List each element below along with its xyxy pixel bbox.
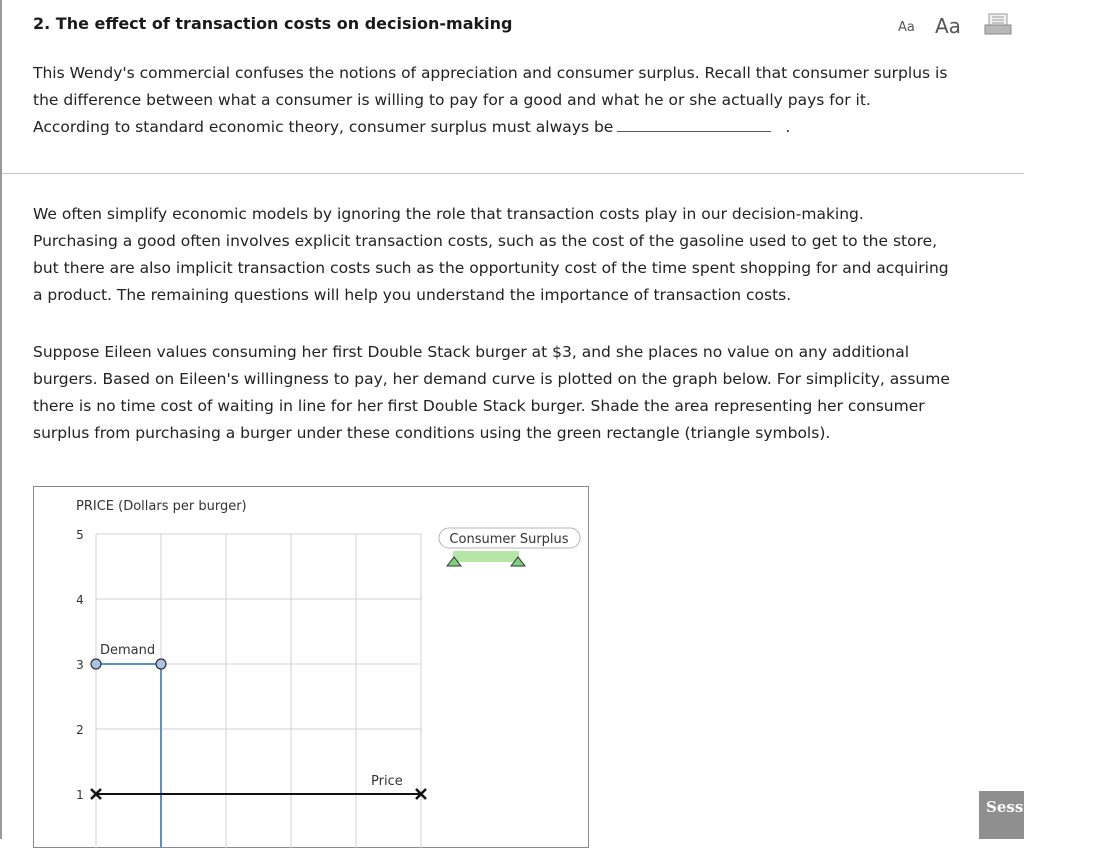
grid — [96, 534, 421, 848]
period: . — [785, 118, 791, 136]
tc-line-1: We often simplify economic models by ignoring the role that transaction costs play in our decision-making. — [33, 205, 864, 223]
y-axis-title: PRICE (Dollars per burger) — [76, 499, 247, 514]
demand-curve — [96, 664, 161, 848]
intro-paragraph — [33, 60, 1008, 141]
demand-point — [91, 659, 101, 669]
consumer-surplus-tool[interactable] — [439, 528, 580, 566]
price-label: Price — [371, 774, 403, 789]
intro-line-3 — [33, 114, 1008, 141]
font-size-small-button[interactable]: Aa — [898, 20, 915, 35]
tc-line-2: Purchasing a good often involves explicit transaction costs, such as the cost of the gasoline used to get to the store, — [33, 232, 938, 250]
intro-line-2: the difference between what a consumer is willing to pay for a good and what he or she actually pays for it. — [33, 91, 871, 109]
tc-line-4: a product. The remaining questions will help you understand the importance of transaction costs. — [33, 286, 792, 304]
session-timer-badge[interactable]: Session Time — [979, 791, 1024, 839]
print-icon[interactable] — [984, 13, 1012, 39]
y-tick-label: 2 — [76, 723, 84, 737]
demand-graph[interactable] — [34, 487, 588, 847]
intro-line-1: This Wendy's commercial confuses the notions of appreciation and consumer surplus. Recall that consumer surplus is — [33, 64, 948, 82]
y-axis-ticks — [76, 528, 84, 802]
intro-line-3-text: According to standard economic theory, consumer surplus must always be — [33, 118, 614, 136]
eileen-line-3: there is no time cost of waiting in line for her first Double Stack burger. Shade the area representing her consumer — [33, 397, 925, 415]
section-divider — [2, 173, 1024, 174]
question-title: 2. The effect of transaction costs on decision-making — [33, 14, 513, 33]
graph-panel[interactable] — [33, 486, 589, 848]
eileen-line-2: burgers. Based on Eileen's willingness to pay, her demand curve is plotted on the graph below. For simplicity, assume — [33, 370, 950, 388]
y-tick-label: 4 — [76, 593, 84, 607]
font-size-large-button[interactable]: Aa — [935, 14, 961, 38]
consumer-surplus-answer-dropdown[interactable] — [617, 114, 771, 132]
transaction-costs-paragraph — [33, 201, 1008, 309]
y-tick-label: 1 — [76, 788, 84, 802]
consumer-surplus-tool-label[interactable]: Consumer Surplus — [449, 532, 569, 547]
eileen-line-4: surplus from purchasing a burger under these conditions using the green rectangle (triangle symbols). — [33, 424, 831, 442]
y-tick-label: 3 — [76, 658, 84, 672]
y-tick-label: 5 — [76, 528, 84, 542]
series — [91, 659, 426, 848]
demand-label: Demand — [100, 643, 156, 658]
consumer-surplus-swatch[interactable] — [453, 551, 519, 562]
eileen-paragraph — [33, 339, 1008, 447]
left-border — [0, 0, 2, 839]
tc-line-3: but there are also implicit transaction costs such as the opportunity cost of the time spent shopping for and acquiring — [33, 259, 949, 277]
eileen-line-1: Suppose Eileen values consuming her first Double Stack burger at $3, and she places no value on any additional — [33, 343, 910, 361]
demand-point — [156, 659, 166, 669]
